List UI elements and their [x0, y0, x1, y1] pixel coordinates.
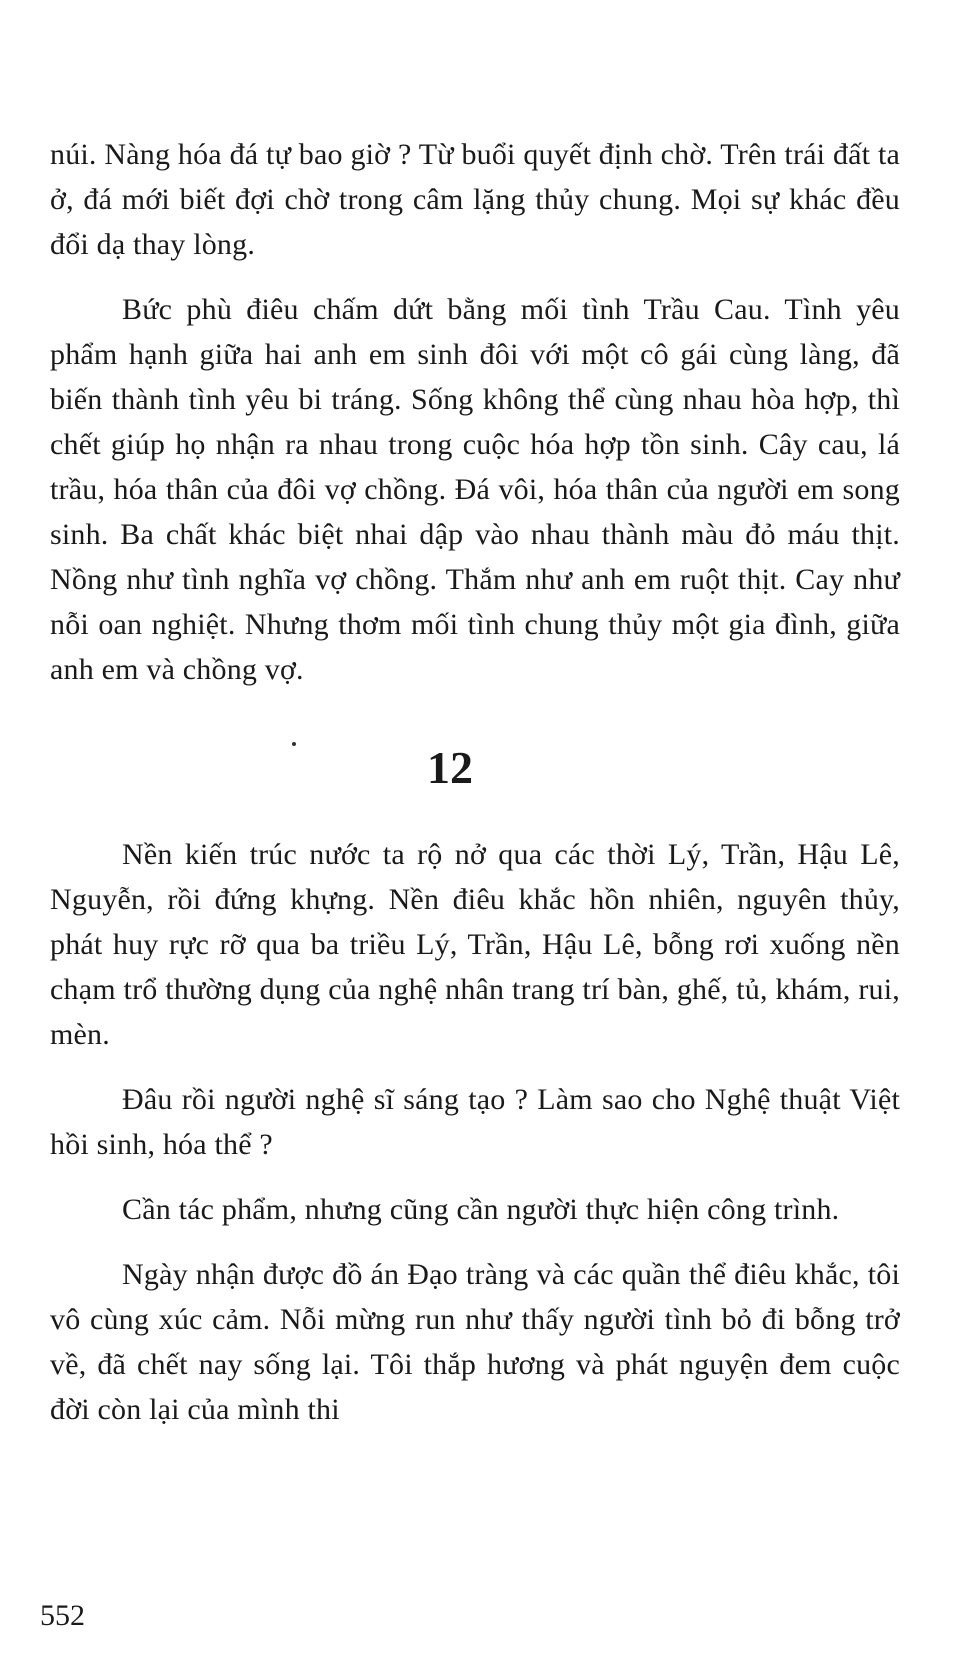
section-heading: 12	[427, 742, 473, 793]
text-block-bottom	[50, 832, 900, 1432]
paragraph-architecture: Nền kiến trúc nước ta rộ nở qua các thời Lý, Trần, Hậu Lê, Nguyễn, rồi đứng khựng. Nền điêu khắc hồn nhiên, nguyên thủy, phát huy rực rỡ qua ba triều Lý, Trần, Hậu Lê, bỗng rơi xuống nền chạm trổ thường dụng của nghệ nhân trang trí bàn, ghế, tủ, khám, rui, mèn.	[50, 838, 900, 1051]
paragraph-work: Cần tác phẩm, nhưng cũng cần người thực hiện công trình.	[122, 1193, 840, 1226]
text-block-top	[50, 132, 900, 692]
paragraph-question: Đâu rồi người nghệ sĩ sáng tạo ? Làm sao cho Nghệ thuật Việt hồi sinh, hóa thể ?	[50, 1083, 900, 1161]
paragraph-trau-cau: Bức phù điêu chấm dứt bằng mối tình Trầu Cau. Tình yêu phẩm hạnh giữa hai anh em sinh đôi với một cô gái cùng làng, đã biến thành tình yêu bi tráng. Sống không thể cùng nhau hòa hợp, thì chết giúp họ nhận ra nhau trong cuộc hóa hợp tồn sinh. Cây cau, lá trầu, hóa thân của đôi vợ chồng. Đá vôi, hóa thân của người em song sinh. Ba chất khác biệt nhai dập vào nhau thành màu đỏ máu thịt. Nồng như tình nghĩa vợ chồng. Thắm như anh em ruột thịt. Cay như nỗi oan nghiệt. Nhưng thơm mối tình chung thủy một gia đình, giữa anh em và chồng vợ.	[50, 293, 900, 686]
page-number: 552	[40, 1599, 85, 1632]
paragraph-dao-trang: Ngày nhận được đồ án Đạo tràng và các quần thể điêu khắc, tôi vô cùng xúc cảm. Nỗi mừng run như thấy người tình bỏ đi bỗng trở về, đã chết nay sống lại. Tôi thắp hương và phát nguyện đem cuộc đời còn lại của mình thi	[50, 1258, 900, 1426]
paragraph-continued: núi. Nàng hóa đá tự bao giờ ? Từ buổi quyết định chờ. Trên trái đất ta ở, đá mới biết đợi chờ trong câm lặng thủy chung. Mọi sự khác đều đổi dạ thay lòng.	[50, 138, 900, 261]
